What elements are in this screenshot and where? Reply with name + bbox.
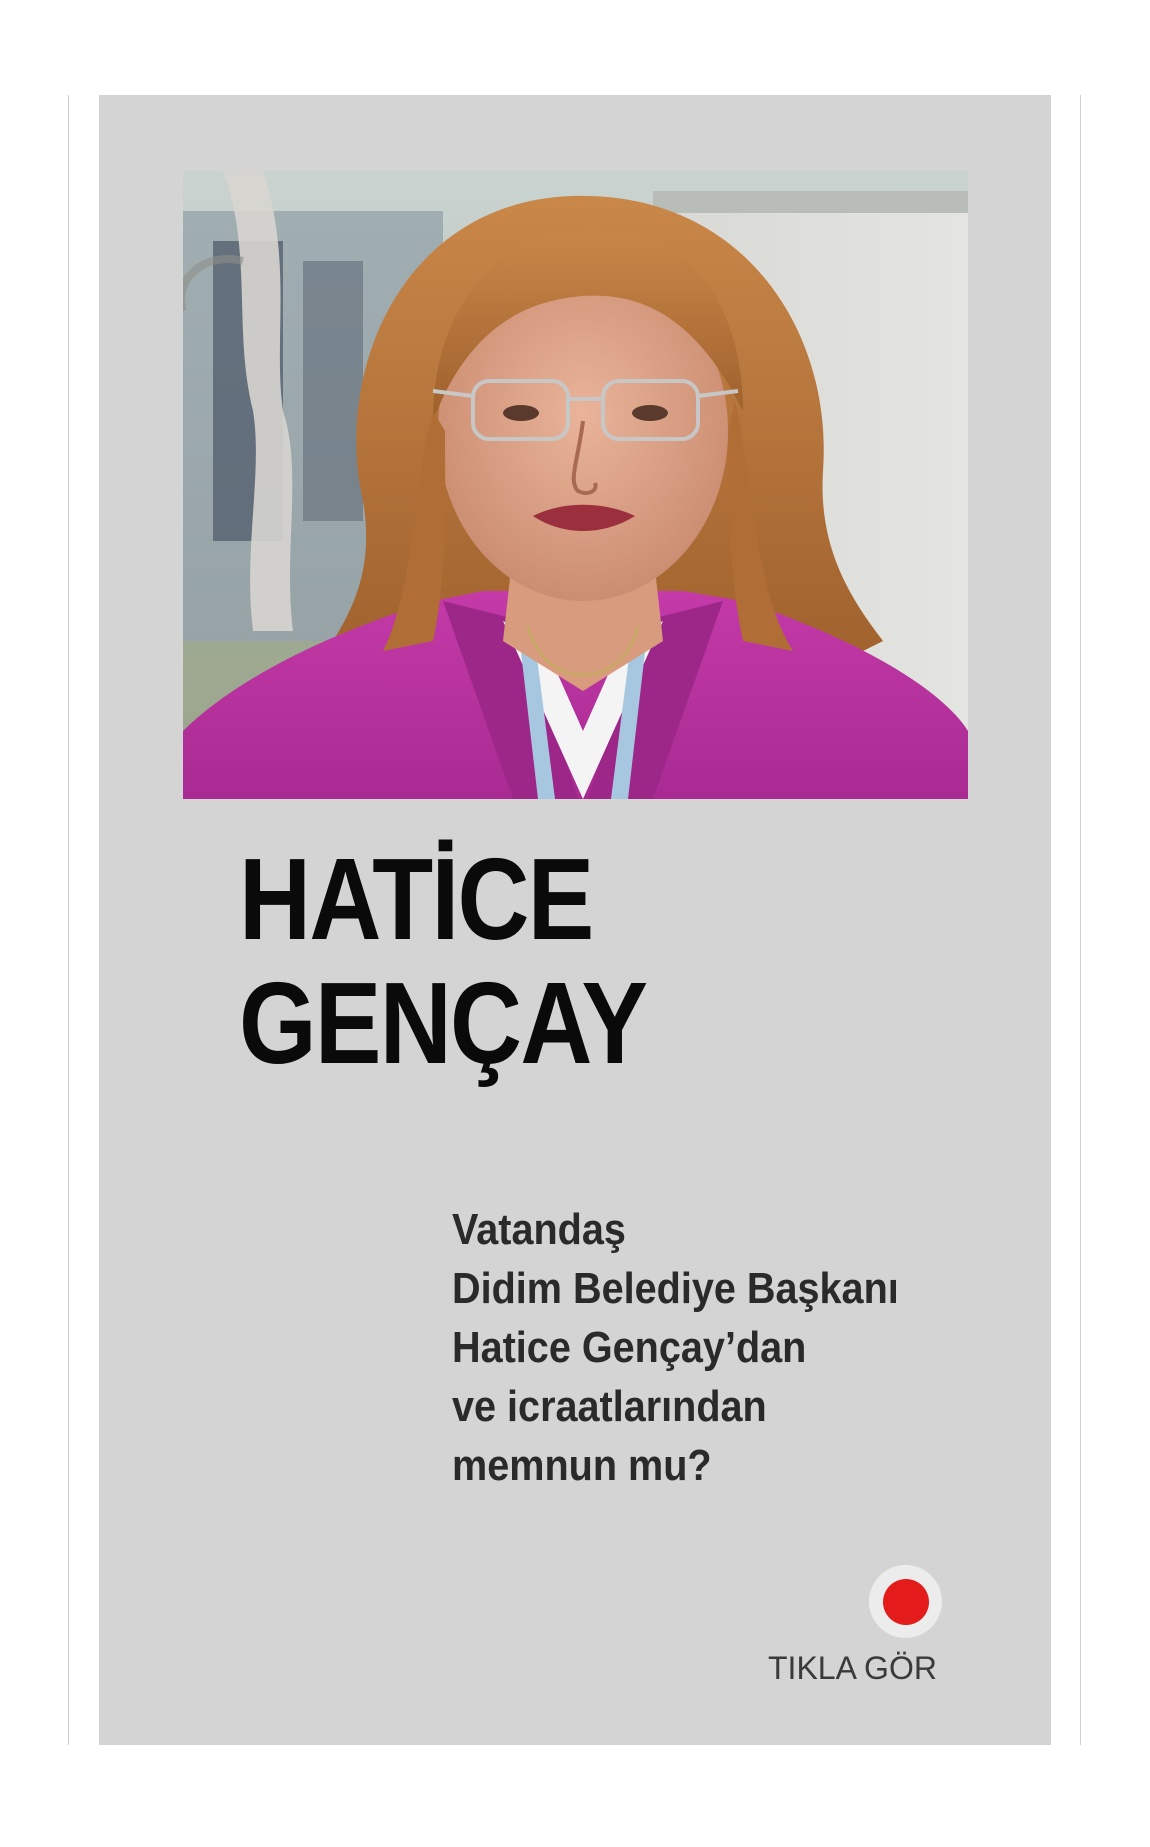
question-line: ve icraatlarından bbox=[452, 1382, 767, 1431]
headline-name bbox=[239, 834, 647, 1088]
red-dot-icon bbox=[883, 1579, 929, 1625]
survey-question bbox=[452, 1200, 899, 1495]
question-line: memnun mu? bbox=[452, 1441, 712, 1490]
click-to-see-label[interactable]: TIKLA GÖR bbox=[768, 1650, 937, 1686]
portrait-illustration bbox=[183, 171, 968, 799]
page-rule-left bbox=[68, 95, 69, 1745]
portrait-photo bbox=[183, 171, 968, 799]
page-rule-right bbox=[1080, 95, 1081, 1745]
headline-first-name: HATİCE bbox=[239, 834, 593, 964]
click-to-see-button[interactable] bbox=[869, 1565, 942, 1638]
question-line: Hatice Gençay’dan bbox=[452, 1323, 807, 1372]
poster-card bbox=[99, 95, 1051, 1745]
question-line: Didim Belediye Başkanı bbox=[452, 1264, 899, 1313]
question-line: Vatandaş bbox=[452, 1205, 626, 1254]
headline-last-name: GENÇAY bbox=[239, 958, 647, 1088]
